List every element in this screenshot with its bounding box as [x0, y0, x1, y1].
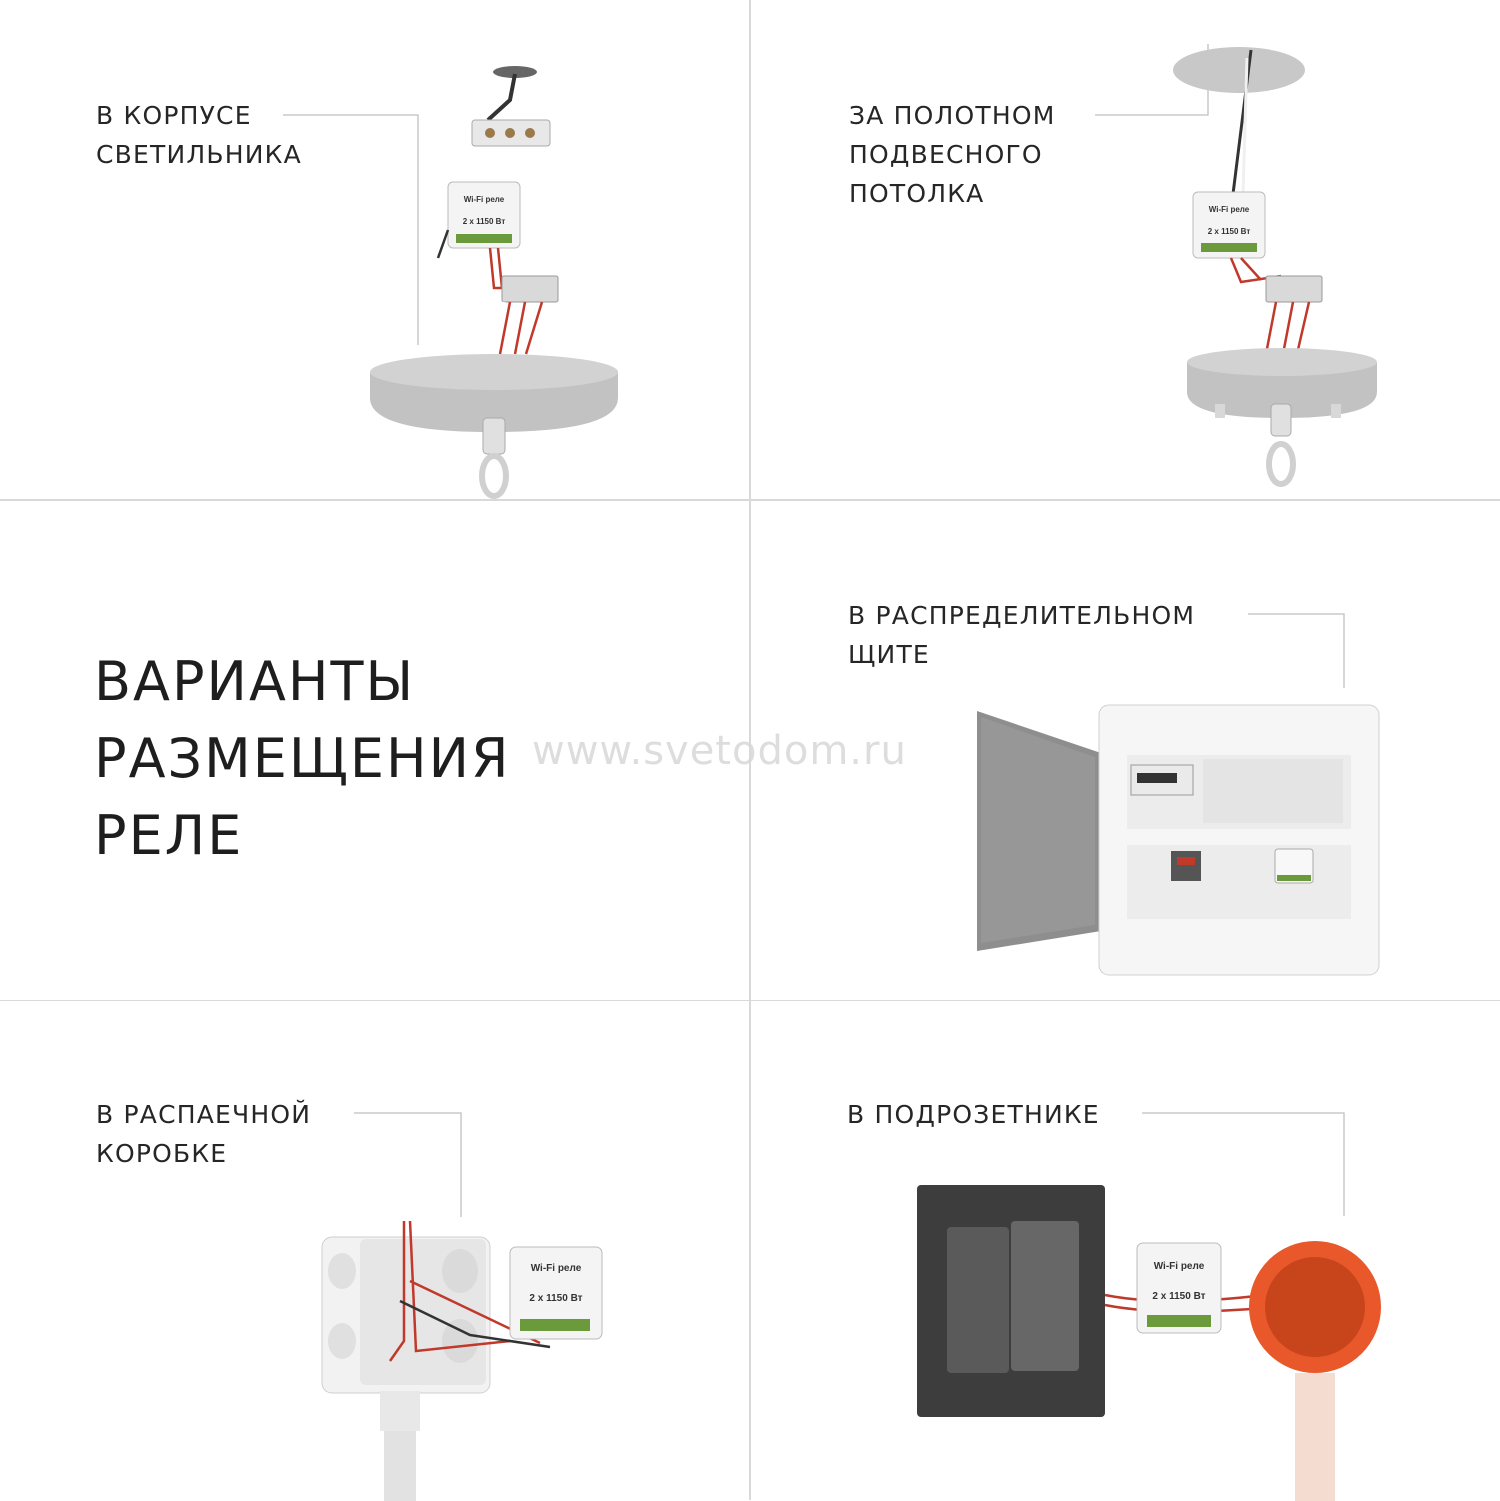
watermark: www.svetodom.ru: [532, 728, 907, 774]
relay-rating: 2 x 1150 Вт: [1152, 1291, 1206, 1302]
panel-label: В КОРПУСЕ СВЕТИЛЬНИКА: [96, 101, 302, 169]
relay-title: Wi-Fi реле: [1153, 1261, 1205, 1272]
panel-luminaire: [0, 0, 749, 499]
panel-label: В РАСПАЕЧНОЙ КОРОБКЕ: [96, 1100, 312, 1168]
luminaire-illustration: [360, 60, 600, 500]
wall-box-illustration: [915, 1177, 1435, 1501]
distribution-board-illustration: [971, 701, 1391, 981]
panel-label: В ПОДРОЗЕТНИКЕ: [847, 1100, 1100, 1129]
relay-title: Wi-Fi реле: [530, 1263, 582, 1274]
panel-ceiling: [751, 0, 1500, 499]
relay-title: Wi-Fi реле: [463, 195, 505, 204]
panel-junction-box: [0, 1001, 749, 1500]
relay-title: Wi-Fi реле: [1208, 205, 1250, 214]
ceiling-illustration: [1171, 44, 1411, 494]
panel-distribution-board: [532, 501, 1500, 1000]
panel-wall-box: [751, 1001, 1500, 1500]
page-title: ВАРИАНТЫ РАЗМЕЩЕНИЯ РЕЛЕ: [94, 650, 511, 867]
panel-label: ЗА ПОЛОТНОМ ПОДВЕСНОГО ПОТОЛКА: [849, 101, 1056, 208]
relay-rating: 2 x 1150 Вт: [1207, 227, 1251, 236]
relay-rating: 2 x 1150 Вт: [529, 1293, 583, 1304]
relay-rating: 2 x 1150 Вт: [462, 217, 506, 226]
panel-label: В РАСПРЕДЕЛИТЕЛЬНОМ ЩИТЕ: [848, 601, 1196, 669]
junction-box-illustration: [320, 1201, 630, 1501]
